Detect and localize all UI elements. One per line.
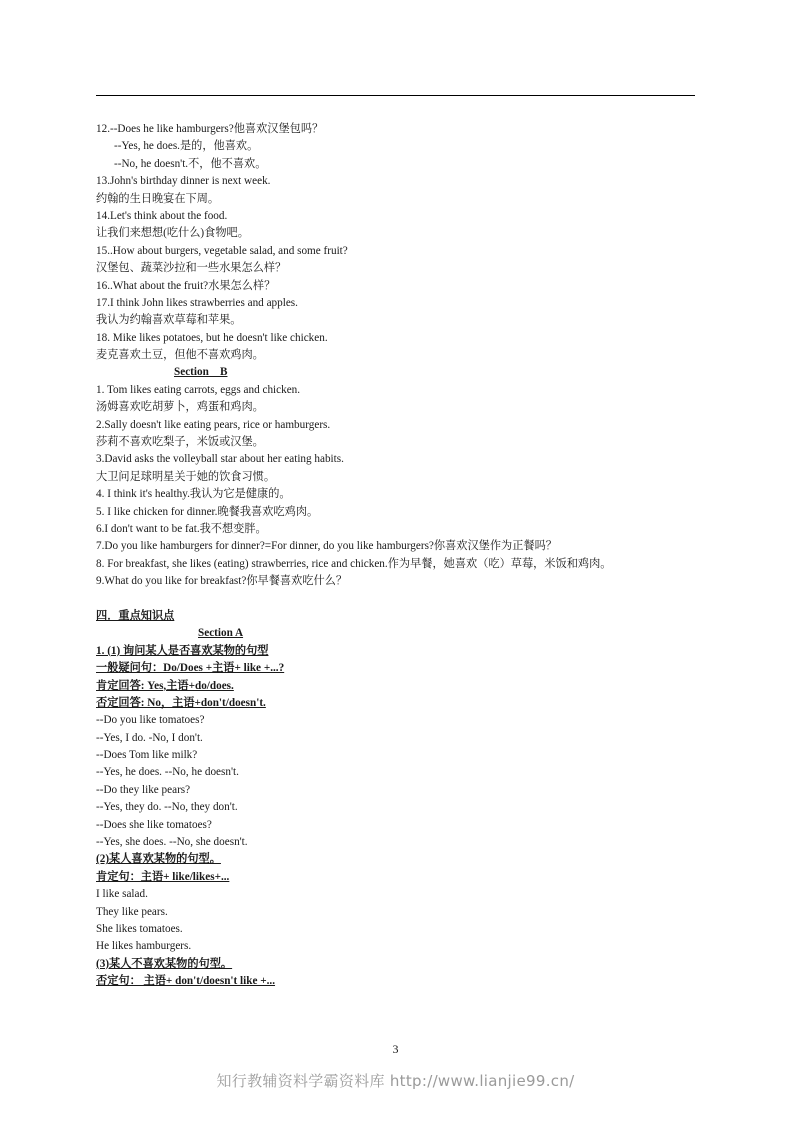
example-line: --Yes, he does. --No, he doesn't. bbox=[96, 766, 239, 779]
sentence-line: 15..How about burgers, vegetable salad, and some fruit? bbox=[96, 244, 348, 257]
key-points-heading: 四．重点知识点 bbox=[96, 609, 175, 622]
example-line: They like pears. bbox=[96, 905, 168, 918]
sentence-line: 16..What about the fruit?水果怎么样？ bbox=[96, 279, 276, 292]
example-line: --Yes, she does. --No, she doesn't. bbox=[96, 836, 248, 849]
page-number: 3 bbox=[392, 1042, 399, 1056]
sentence-line: 14.Let's think about the food. bbox=[96, 209, 228, 222]
grammar-rule: 一般疑问句：Do/Does +主语+ like +...? bbox=[96, 662, 285, 675]
sentence-line: 9.What do you like for breakfast?你早餐喜欢吃什么？ bbox=[96, 575, 348, 588]
grammar-rule: 肯定句：主语+ like/likes+... bbox=[96, 870, 230, 883]
sentence-line: 2.Sally doesn't like eating pears, rice or hamburgers. bbox=[96, 418, 331, 431]
sentence-line: 汤姆喜欢吃胡萝卜，鸡蛋和鸡肉。 bbox=[96, 401, 264, 414]
sentence-line: 12.--Does he like hamburgers?他喜欢汉堡包吗？ bbox=[96, 123, 324, 135]
section-a-heading bbox=[96, 625, 706, 642]
example-line: --Does Tom like milk? bbox=[96, 749, 198, 762]
grammar-rule: 否定句： 主语+ don't/doesn't like +... bbox=[96, 975, 276, 988]
example-line: --Do you like tomatoes? bbox=[96, 714, 205, 727]
example-line: I like salad. bbox=[96, 888, 148, 901]
section-b-heading bbox=[96, 364, 706, 381]
example-line: He likes hamburgers. bbox=[96, 940, 192, 953]
sentence-line: 1. Tom likes eating carrots, eggs and chicken. bbox=[96, 383, 301, 396]
example-line: --Do they like pears? bbox=[96, 783, 191, 796]
grammar-point-title: (2)某人喜欢某物的句型。 bbox=[96, 853, 221, 866]
sentence-line: --Yes, he does.是的，他喜欢。 bbox=[114, 140, 259, 153]
grammar-point-title: 1. (1) 询问某人是否喜欢某物的句型 bbox=[96, 644, 269, 657]
paragraph-spacer bbox=[96, 591, 706, 608]
sentence-line: 17.I think John likes strawberries and apples. bbox=[96, 296, 298, 309]
sentence-line: 5. I like chicken for dinner.晚餐我喜欢吃鸡肉。 bbox=[96, 505, 319, 518]
sentence-line: 6.I don't want to be fat.我不想变胖。 bbox=[96, 522, 267, 535]
example-line: She likes tomatoes. bbox=[96, 922, 183, 935]
sentence-line: 大卫问足球明星关于她的饮食习惯。 bbox=[96, 470, 276, 483]
sentence-line: 4. I think it's healthy.我认为它是健康的。 bbox=[96, 488, 291, 501]
sentence-line: 麦克喜欢土豆，但他不喜欢鸡肉。 bbox=[96, 349, 264, 362]
header-rule bbox=[96, 95, 695, 96]
example-line: --Yes, I do. -No, I don't. bbox=[96, 731, 203, 744]
footer-watermark: 知行教辅资料学霸资料库 http://www.lianjie99.cn/ bbox=[216, 1072, 575, 1090]
sentence-line: 莎莉不喜欢吃梨子，米饭或汉堡。 bbox=[96, 436, 264, 449]
sentence-line: 3.David asks the volleyball star about her eating habits. bbox=[96, 453, 344, 466]
sentence-line: 约翰的生日晚宴在下周。 bbox=[96, 192, 220, 205]
section-b-title: Section B bbox=[174, 366, 228, 379]
sentence-line: --No, he doesn't.不，他不喜欢。 bbox=[114, 157, 267, 170]
sentence-line: 我认为约翰喜欢草莓和苹果。 bbox=[96, 314, 242, 327]
grammar-rule: 否定回答: No，主语+don't/doesn't. bbox=[96, 696, 266, 709]
sentence-line: 汉堡包、蔬菜沙拉和一些水果怎么样？ bbox=[96, 262, 287, 275]
sentence-line: 8. For breakfast, she likes (eating) strawberries, rice and chicken.作为早餐，她喜欢（吃）草莓，米饭和鸡肉。 bbox=[96, 557, 612, 570]
sentence-line: 让我们来想想(吃什么)食物吧。 bbox=[96, 227, 249, 240]
example-line: --Does she like tomatoes? bbox=[96, 818, 212, 831]
example-line: --Yes, they do. --No, they don't. bbox=[96, 801, 238, 814]
sentence-line: 7.Do you like hamburgers for dinner?=For dinner, do you like hamburgers?你喜欢汉堡作为正餐吗？ bbox=[96, 540, 557, 553]
sentence-line: 13.John's birthday dinner is next week. bbox=[96, 175, 271, 188]
sentence-line: 18. Mike likes potatoes, but he doesn't like chicken. bbox=[96, 331, 328, 344]
section-a-title: Section A bbox=[198, 627, 244, 640]
grammar-point-title: (3)某人不喜欢某物的句型。 bbox=[96, 957, 233, 970]
document-body bbox=[96, 121, 706, 991]
grammar-rule: 肯定回答: Yes,主语+do/does. bbox=[96, 679, 234, 692]
